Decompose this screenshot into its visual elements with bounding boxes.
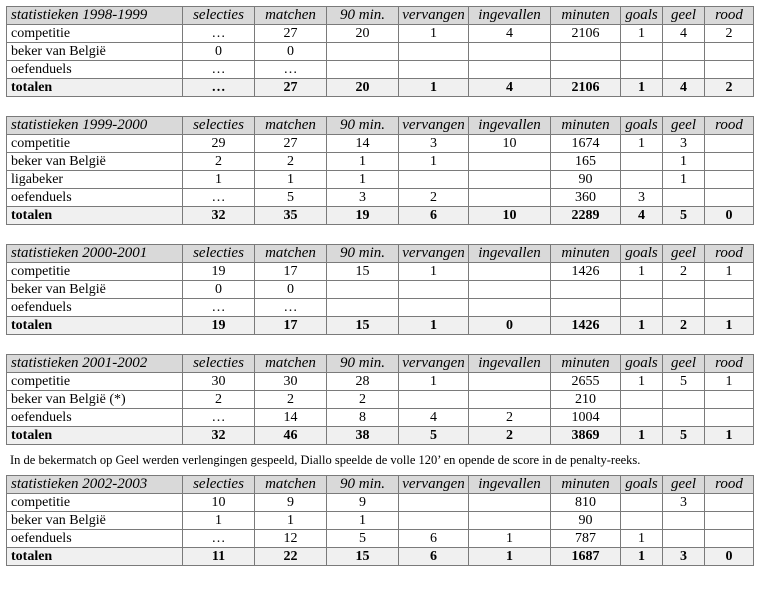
table-cell: 30 [255,373,327,391]
column-header: 90 min. [327,355,399,373]
row-label: beker van België [7,43,183,61]
table-cell [621,494,663,512]
row-label: competitie [7,494,183,512]
table-cell [663,530,705,548]
table-cell: 2106 [551,25,621,43]
row-label: oefenduels [7,409,183,427]
column-header: goals [621,7,663,25]
totals-cell: 5 [663,427,705,445]
totals-cell: 1 [705,317,754,335]
statistics-document [6,6,756,566]
row-label: competitie [7,263,183,281]
column-header: rood [705,476,754,494]
totals-cell: 1 [621,427,663,445]
column-header: matchen [255,7,327,25]
table-cell [469,512,551,530]
column-header: selecties [183,117,255,135]
totals-cell: 1426 [551,317,621,335]
table-cell [705,135,754,153]
table-cell: 1 [705,263,754,281]
table-header-row [7,117,754,135]
table-cell [327,299,399,317]
table-cell: 6 [399,530,469,548]
table-cell [621,281,663,299]
totals-cell: 3869 [551,427,621,445]
table-cell: 20 [327,25,399,43]
totals-cell: 38 [327,427,399,445]
table-cell: 1 [327,171,399,189]
column-header: rood [705,7,754,25]
table-cell: … [183,409,255,427]
column-header: minuten [551,245,621,263]
table-cell: 90 [551,171,621,189]
column-header: 90 min. [327,245,399,263]
table-cell: 15 [327,263,399,281]
table-cell: 14 [255,409,327,427]
column-header: goals [621,476,663,494]
table-cell [399,494,469,512]
table-cell [705,43,754,61]
totals-cell: 22 [255,548,327,566]
table-cell: 4 [469,25,551,43]
column-header: ingevallen [469,476,551,494]
table-cell: … [183,299,255,317]
table-cell [705,409,754,427]
table-cell [705,512,754,530]
table-row [7,263,754,281]
column-header: matchen [255,117,327,135]
table-row [7,61,754,79]
table-cell: 1 [621,530,663,548]
table-cell [705,61,754,79]
table-cell [705,281,754,299]
totals-cell: 15 [327,317,399,335]
totals-cell: … [183,79,255,97]
table-cell: 0 [183,281,255,299]
totals-cell: 20 [327,79,399,97]
table-cell [663,281,705,299]
column-header: geel [663,117,705,135]
column-header: matchen [255,476,327,494]
season-table [6,116,754,225]
column-header: rood [705,245,754,263]
totals-cell: 4 [663,79,705,97]
table-cell [663,61,705,79]
table-cell [621,61,663,79]
column-header: minuten [551,355,621,373]
column-header: 90 min. [327,7,399,25]
column-header: goals [621,245,663,263]
totals-cell: 1 [621,79,663,97]
column-header: selecties [183,476,255,494]
row-label: beker van België [7,281,183,299]
table-row [7,189,754,207]
totals-row [7,427,754,445]
table-cell: … [255,61,327,79]
totals-cell: 15 [327,548,399,566]
season-title: statistieken 2000-2001 [7,245,183,263]
table-cell [399,512,469,530]
column-header: goals [621,117,663,135]
column-header: vervangen [399,117,469,135]
column-header: matchen [255,245,327,263]
totals-cell: 3 [663,548,705,566]
table-cell [621,512,663,530]
table-cell: 1 [255,512,327,530]
table-cell: 2 [663,263,705,281]
table-cell: 1 [621,135,663,153]
table-cell: 19 [183,263,255,281]
table-cell: 9 [255,494,327,512]
row-label: competitie [7,373,183,391]
table-cell: 210 [551,391,621,409]
table-cell [469,189,551,207]
column-header: 90 min. [327,117,399,135]
season-title: statistieken 1999-2000 [7,117,183,135]
table-cell: 5 [663,373,705,391]
table-cell: 27 [255,25,327,43]
table-row [7,512,754,530]
table-cell: 1 [255,171,327,189]
totals-cell: 32 [183,207,255,225]
totals-cell: 32 [183,427,255,445]
footnote: In de bekermatch op Geel werden verlengingen gespeeld, Diallo speelde de volle 120’ en opende de score in de penalty-reeks. [10,453,641,467]
column-header: selecties [183,245,255,263]
table-cell: 12 [255,530,327,548]
table-cell: 1004 [551,409,621,427]
table-cell: 1426 [551,263,621,281]
table-cell: 0 [183,43,255,61]
table-cell: 1 [663,153,705,171]
table-cell: 1 [399,263,469,281]
totals-cell: 1 [469,548,551,566]
season-title: statistieken 2001-2002 [7,355,183,373]
season-table [6,244,754,335]
column-header: minuten [551,7,621,25]
totals-row [7,207,754,225]
table-cell: 787 [551,530,621,548]
column-header: minuten [551,476,621,494]
table-cell [327,61,399,79]
table-cell: 3 [621,189,663,207]
row-label: oefenduels [7,530,183,548]
table-cell: 2 [705,25,754,43]
table-cell [469,153,551,171]
table-cell [551,61,621,79]
table-cell: 1 [399,25,469,43]
table-cell: 28 [327,373,399,391]
totals-label: totalen [7,207,183,225]
totals-cell: 0 [705,548,754,566]
table-cell: … [183,530,255,548]
table-cell: 2 [183,391,255,409]
season-table [6,354,754,445]
totals-cell: 19 [327,207,399,225]
totals-cell: 2 [663,317,705,335]
table-cell: 2 [327,391,399,409]
totals-cell: 6 [399,207,469,225]
table-cell: 0 [255,281,327,299]
column-header: goals [621,355,663,373]
row-label: oefenduels [7,299,183,317]
table-cell: 360 [551,189,621,207]
table-cell [705,189,754,207]
table-row [7,43,754,61]
column-header: vervangen [399,7,469,25]
table-cell [469,61,551,79]
totals-cell: 0 [705,207,754,225]
table-cell: 3 [399,135,469,153]
row-label: competitie [7,25,183,43]
column-header: vervangen [399,476,469,494]
table-cell [621,171,663,189]
table-cell: 1674 [551,135,621,153]
table-cell [399,391,469,409]
table-cell [399,61,469,79]
table-cell [663,189,705,207]
totals-cell: 2289 [551,207,621,225]
table-cell: 3 [663,494,705,512]
column-header: selecties [183,355,255,373]
table-cell: 4 [399,409,469,427]
totals-row [7,548,754,566]
table-row [7,373,754,391]
table-cell: 1 [621,25,663,43]
table-cell [705,494,754,512]
table-row [7,25,754,43]
table-cell: 165 [551,153,621,171]
table-cell [663,299,705,317]
table-spacer [6,225,756,244]
table-cell: 1 [327,153,399,171]
table-cell: 3 [663,135,705,153]
column-header: geel [663,476,705,494]
table-cell: 10 [183,494,255,512]
table-cell: 1 [621,263,663,281]
table-spacer [6,335,756,354]
table-cell [327,43,399,61]
table-cell [621,153,663,171]
table-row [7,299,754,317]
totals-cell: 4 [621,207,663,225]
table-cell [705,171,754,189]
table-row [7,494,754,512]
row-label: ligabeker [7,171,183,189]
totals-cell: 6 [399,548,469,566]
table-cell [469,281,551,299]
column-header: matchen [255,355,327,373]
totals-cell: 35 [255,207,327,225]
column-header: geel [663,245,705,263]
table-cell [705,530,754,548]
table-cell: 2 [255,153,327,171]
table-cell: 1 [399,153,469,171]
totals-cell: 1 [621,548,663,566]
column-header: geel [663,355,705,373]
table-cell [399,299,469,317]
table-header-row [7,245,754,263]
totals-cell: 1687 [551,548,621,566]
column-header: ingevallen [469,355,551,373]
table-cell: 9 [327,494,399,512]
table-cell: 1 [705,373,754,391]
totals-cell: 0 [469,317,551,335]
table-cell [705,153,754,171]
column-header: vervangen [399,245,469,263]
table-cell [469,171,551,189]
table-cell [399,43,469,61]
table-cell: 1 [469,530,551,548]
table-cell: 10 [469,135,551,153]
table-cell [469,263,551,281]
column-header: minuten [551,117,621,135]
row-label: beker van België (*) [7,391,183,409]
totals-label: totalen [7,79,183,97]
table-cell: 27 [255,135,327,153]
table-cell: 5 [255,189,327,207]
totals-cell: 1 [399,317,469,335]
table-cell [621,391,663,409]
table-cell [663,512,705,530]
totals-label: totalen [7,548,183,566]
column-header: selecties [183,7,255,25]
table-cell [551,43,621,61]
row-label: oefenduels [7,61,183,79]
table-cell: 29 [183,135,255,153]
table-cell: 1 [183,171,255,189]
table-cell [663,43,705,61]
column-header: rood [705,355,754,373]
table-cell [551,281,621,299]
table-cell [469,391,551,409]
table-row [7,281,754,299]
table-cell: 2655 [551,373,621,391]
table-row [7,171,754,189]
totals-cell: 17 [255,317,327,335]
table-cell [469,299,551,317]
row-label: oefenduels [7,189,183,207]
table-cell [621,299,663,317]
table-cell: 2 [399,189,469,207]
totals-cell: 5 [663,207,705,225]
column-header: vervangen [399,355,469,373]
column-header: geel [663,7,705,25]
table-cell: 30 [183,373,255,391]
column-header: ingevallen [469,245,551,263]
totals-cell: 11 [183,548,255,566]
table-cell: 4 [663,25,705,43]
column-header: 90 min. [327,476,399,494]
column-header: ingevallen [469,7,551,25]
table-cell: 17 [255,263,327,281]
row-label: beker van België [7,153,183,171]
season-table [6,475,754,566]
totals-cell: 2 [469,427,551,445]
table-cell [469,494,551,512]
totals-cell: 10 [469,207,551,225]
totals-label: totalen [7,427,183,445]
table-cell [399,281,469,299]
table-cell [621,409,663,427]
totals-cell: 4 [469,79,551,97]
table-cell: 810 [551,494,621,512]
totals-cell: 46 [255,427,327,445]
table-cell [663,409,705,427]
table-cell [705,299,754,317]
table-cell: 5 [327,530,399,548]
table-cell: 14 [327,135,399,153]
table-row [7,530,754,548]
table-header-row [7,355,754,373]
totals-label: totalen [7,317,183,335]
table-cell [551,299,621,317]
totals-cell: 2106 [551,79,621,97]
totals-cell: 2 [705,79,754,97]
season-title: statistieken 2002-2003 [7,476,183,494]
table-cell: 8 [327,409,399,427]
table-cell: … [183,189,255,207]
table-cell [469,373,551,391]
totals-row [7,317,754,335]
row-label: beker van België [7,512,183,530]
column-header: rood [705,117,754,135]
totals-row [7,79,754,97]
totals-cell: 1 [705,427,754,445]
table-header-row [7,476,754,494]
table-cell: 1 [399,373,469,391]
season-title: statistieken 1998-1999 [7,7,183,25]
table-header-row [7,7,754,25]
table-row [7,409,754,427]
table-cell: 1 [183,512,255,530]
table-cell: 3 [327,189,399,207]
totals-cell: 1 [621,317,663,335]
table-cell: 2 [183,153,255,171]
column-header: ingevallen [469,117,551,135]
table-cell [705,391,754,409]
table-cell: 90 [551,512,621,530]
table-row [7,135,754,153]
table-row [7,153,754,171]
table-cell: 0 [255,43,327,61]
table-spacer [6,97,756,116]
table-cell [469,43,551,61]
table-cell [621,43,663,61]
table-cell: 2 [469,409,551,427]
table-cell: 1 [621,373,663,391]
table-cell: 1 [663,171,705,189]
table-cell [663,391,705,409]
totals-cell: 19 [183,317,255,335]
totals-cell: 5 [399,427,469,445]
table-cell: … [255,299,327,317]
row-label: competitie [7,135,183,153]
table-cell: 2 [255,391,327,409]
table-cell: 1 [327,512,399,530]
table-cell [399,171,469,189]
totals-cell: 1 [399,79,469,97]
table-cell: … [183,61,255,79]
totals-cell: 27 [255,79,327,97]
table-cell [327,281,399,299]
table-cell: … [183,25,255,43]
season-table [6,6,754,97]
table-row [7,391,754,409]
